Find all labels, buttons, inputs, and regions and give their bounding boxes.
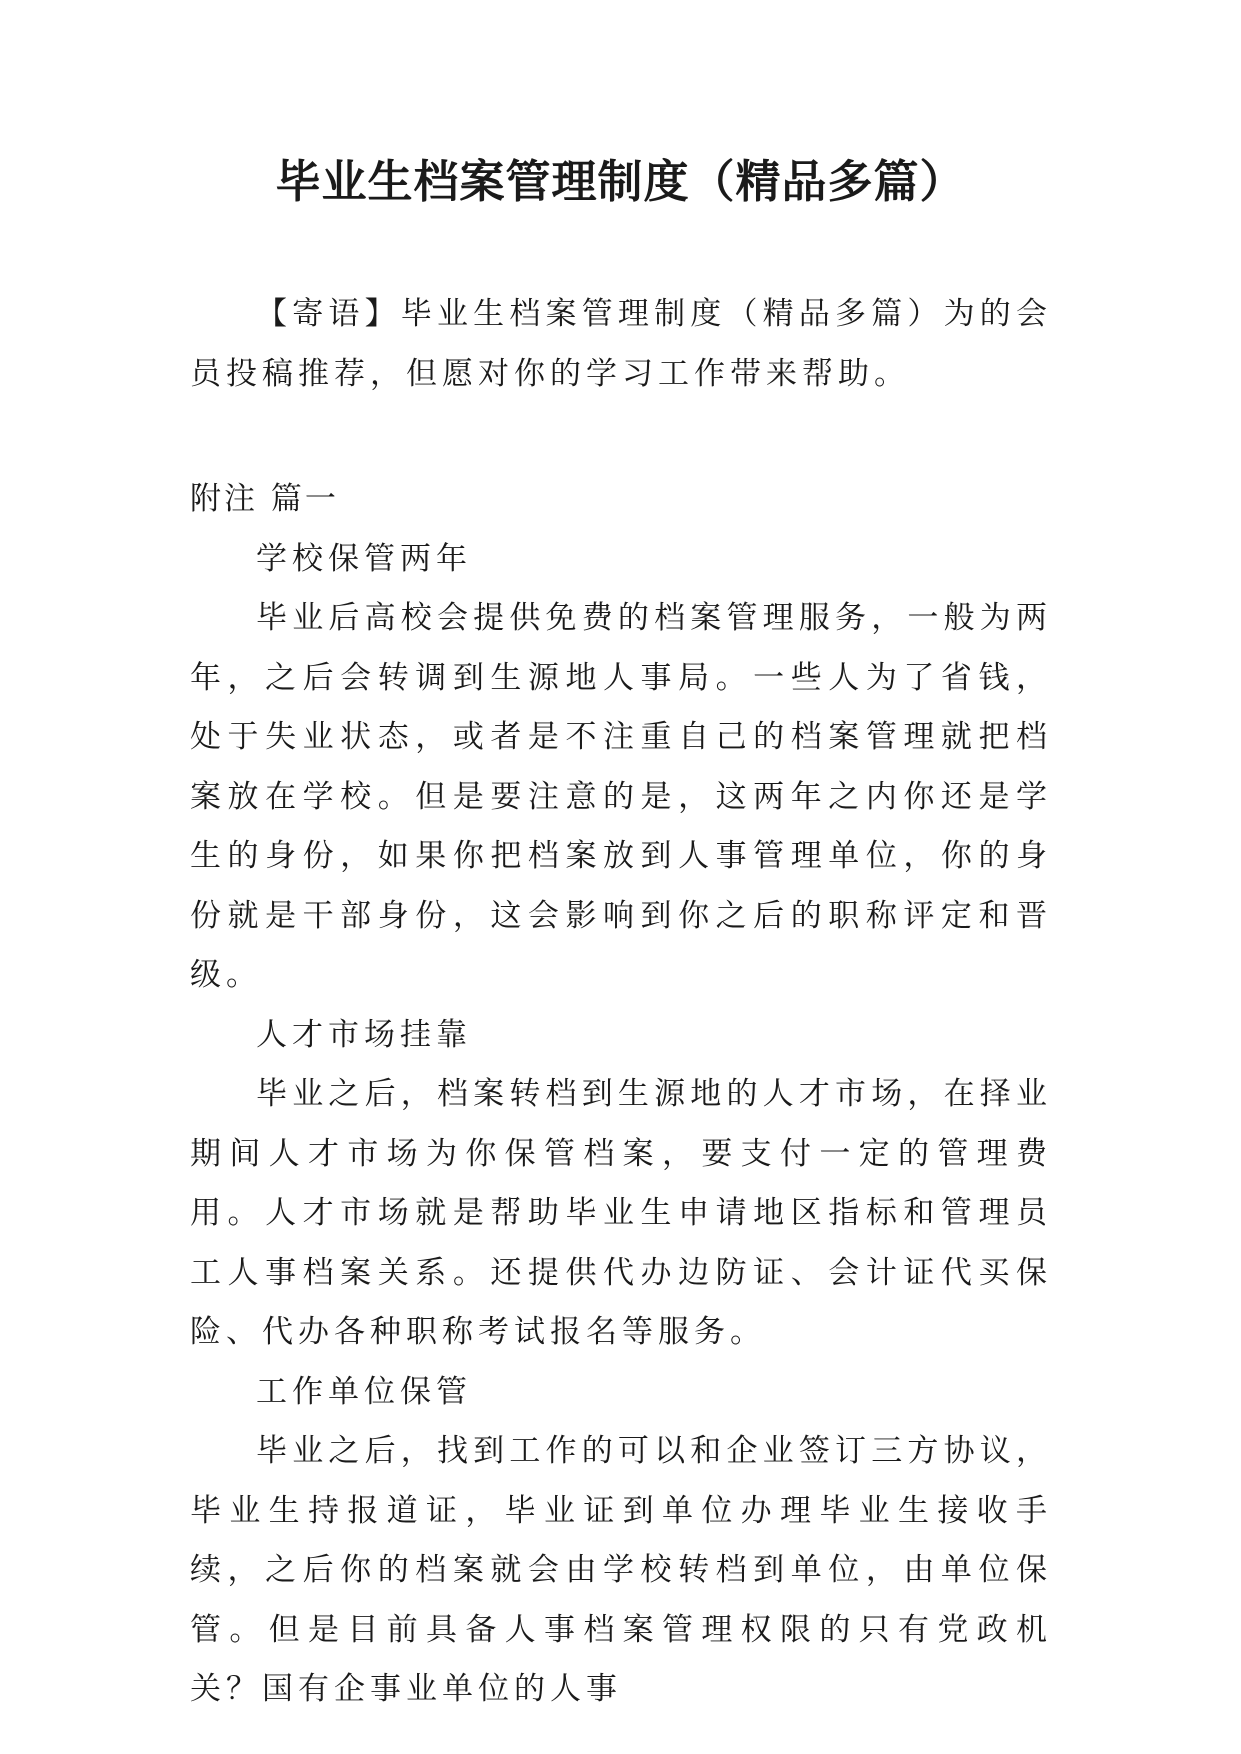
intro-paragraph: 【寄语】毕业生档案管理制度（精品多篇）为的会员投稿推荐，但愿对你的学习工作带来帮助。 [190,296,1052,392]
body-paragraph-talent-market: 毕业之后，档案转档到生源地的人才市场，在择业期间人才市场为你保管档案，要支付一定的管理费用。人才市场就是帮助毕业生申请地区指标和管理员工人事档案关系。还提供代办边防证、会计证代买保险、代办各种职称考试报名等服务。 [190,1076,1052,1350]
subheading-employer-custody: 工作单位保管 [256,1373,472,1410]
spacer [190,404,1052,470]
section-label: 附注 篇一 [190,481,339,517]
subheading-school-custody: 学校保管两年 [256,540,472,577]
body-paragraph-employer-custody: 毕业之后，找到工作的可以和企业签订三方协议，毕业生持报道证，毕业证到单位办理毕业生接收手续，之后你的档案就会由学校转档到单位，由单位保管。但是目前具备人事档案管理权限的只有党政机关？国有企事业单位的人事 [190,1433,1052,1707]
body-paragraph-school-custody: 毕业后高校会提供免费的档案管理服务，一般为两年，之后会转调到生源地人事局。一些人为了省钱，处于失业状态，或者是不注重自己的档案管理就把档案放在学校。但是要注意的是，这两年之内你还是学生的身份，如果你把档案放到人事管理单位，你的身份就是干部身份，这会影响到你之后的职称评定和晋级。 [190,600,1052,993]
document-body [190,285,1052,1720]
document-title: 毕业生档案管理制度（精品多篇） [275,155,966,208]
subheading-talent-market: 人才市场挂靠 [256,1016,472,1053]
